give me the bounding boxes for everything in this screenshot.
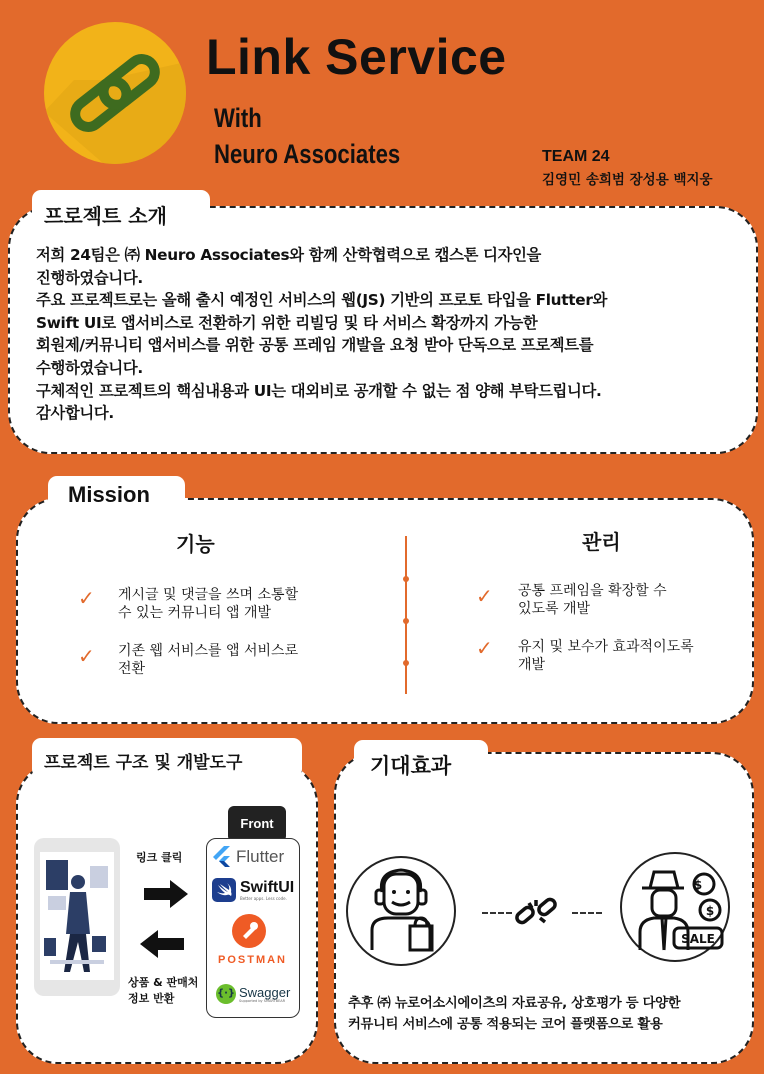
mission-item: 기존 웹 서비스를 앱 서비스로 전환 [118, 643, 299, 677]
page-title: Link Service [206, 29, 507, 85]
svg-text:SALE: SALE [681, 932, 715, 946]
intro-line: 주요 프로젝트로는 올해 출시 예정인 서비스의 웹(JS) 기반의 프로토 타입을 Flutter와 [36, 291, 608, 310]
intro-line: 감사합니다. [36, 404, 114, 423]
mission-function-heading: 기능 [176, 532, 215, 556]
swagger-logo [216, 984, 290, 1004]
swagger-tagline: Supported by SMARTBEAR [239, 998, 286, 1003]
svg-text:$: $ [705, 904, 715, 918]
swagger-label: Swagger [239, 984, 291, 1000]
connector-dash [572, 912, 602, 914]
effect-description: 추후 ㈜ 뉴로어소시에이츠의 자료공유, 상호평가 등 다양한 커뮤니티 서비스에 공통 적용되는 코어 플랫폼으로 활용 [348, 996, 681, 1032]
swagger-icon: {·} [216, 984, 236, 1004]
flutter-logo [212, 846, 284, 868]
intro-tab-label: 프로젝트 소개 [32, 190, 210, 230]
mission-divider [405, 536, 407, 694]
swiftui-icon [212, 878, 236, 902]
shopping-illustration [40, 852, 114, 980]
intro-line: 수행하였습니다. [36, 358, 143, 377]
connector-dash [482, 912, 512, 914]
mission-item: 게시글 및 댓글을 쓰며 소통할 수 있는 커뮤니티 앱 개발 [118, 587, 299, 621]
logo-badge [44, 22, 186, 164]
divider-dot [403, 618, 409, 624]
flutter-icon [212, 846, 232, 868]
mission-management-heading: 관리 [582, 530, 621, 554]
intro-line: 구체적인 프로젝트의 핵심내용과 UI는 대외비로 공개할 수 없는 점 양해 부탁드립니다. [36, 381, 602, 400]
flutter-label: Flutter [236, 847, 285, 866]
seller-circle [620, 852, 730, 962]
with-label: With [214, 103, 262, 133]
intro-line: 저희 24팀은 ㈜ Neuro Associates와 함께 산학협력으로 캡스톤 디자인을 [36, 246, 542, 264]
swiftui-label: SwiftUI [240, 878, 295, 896]
intro-line: Swift UI로 앱서비스로 전환하기 위한 리빌딩 및 타 서비스 확장까지 가능한 [36, 313, 538, 332]
team-members: 김영민 송희범 장성용 백지웅 [542, 172, 713, 188]
mission-item: 공통 프레임을 확장할 수 있도록 개발 [518, 583, 667, 617]
svg-text:$: $ [693, 878, 703, 892]
swiftui-logo [212, 878, 294, 902]
check-icon: ✓ [476, 584, 493, 608]
partner-name: Neuro Associates [214, 139, 401, 169]
check-icon: ✓ [78, 644, 95, 668]
intro-text [36, 244, 756, 425]
broken-chain-icon [512, 888, 560, 936]
divider-dot [403, 660, 409, 666]
link-chain-icon [44, 22, 186, 164]
front-label: Front [228, 806, 286, 842]
check-icon: ✓ [476, 636, 493, 660]
arrow-right-icon [144, 880, 188, 908]
return-info-label: 상품 & 판매처 정보 반환 [128, 976, 199, 1005]
team-label: TEAM 24 [542, 148, 610, 165]
check-icon: ✓ [78, 586, 95, 610]
structure-tab-label: 프로젝트 구조 및 개발도구 [32, 738, 302, 778]
customer-icon [348, 858, 454, 964]
seller-icon [622, 854, 728, 960]
swiftui-tagline: Better apps. Less code. [240, 895, 287, 901]
divider-dot [403, 576, 409, 582]
arrow-left-icon [140, 930, 184, 958]
intro-line: 진행하였습니다. [36, 268, 143, 287]
intro-line: 회원제/커뮤니티 앱서비스를 위한 공통 프레임 개발을 요청 받아 단독으로 프로젝트를 [36, 336, 594, 355]
postman-label: POSTMAN [218, 954, 287, 966]
effect-tab-label: 기대효과 [354, 740, 488, 784]
customer-circle [346, 856, 456, 966]
phone-screen [40, 852, 114, 980]
postman-icon [232, 914, 266, 948]
mission-tab-label: Mission [48, 476, 185, 512]
mission-item: 유지 및 보수가 효과적이도록 개발 [518, 639, 694, 673]
link-click-label: 링크 클릭 [136, 851, 183, 864]
